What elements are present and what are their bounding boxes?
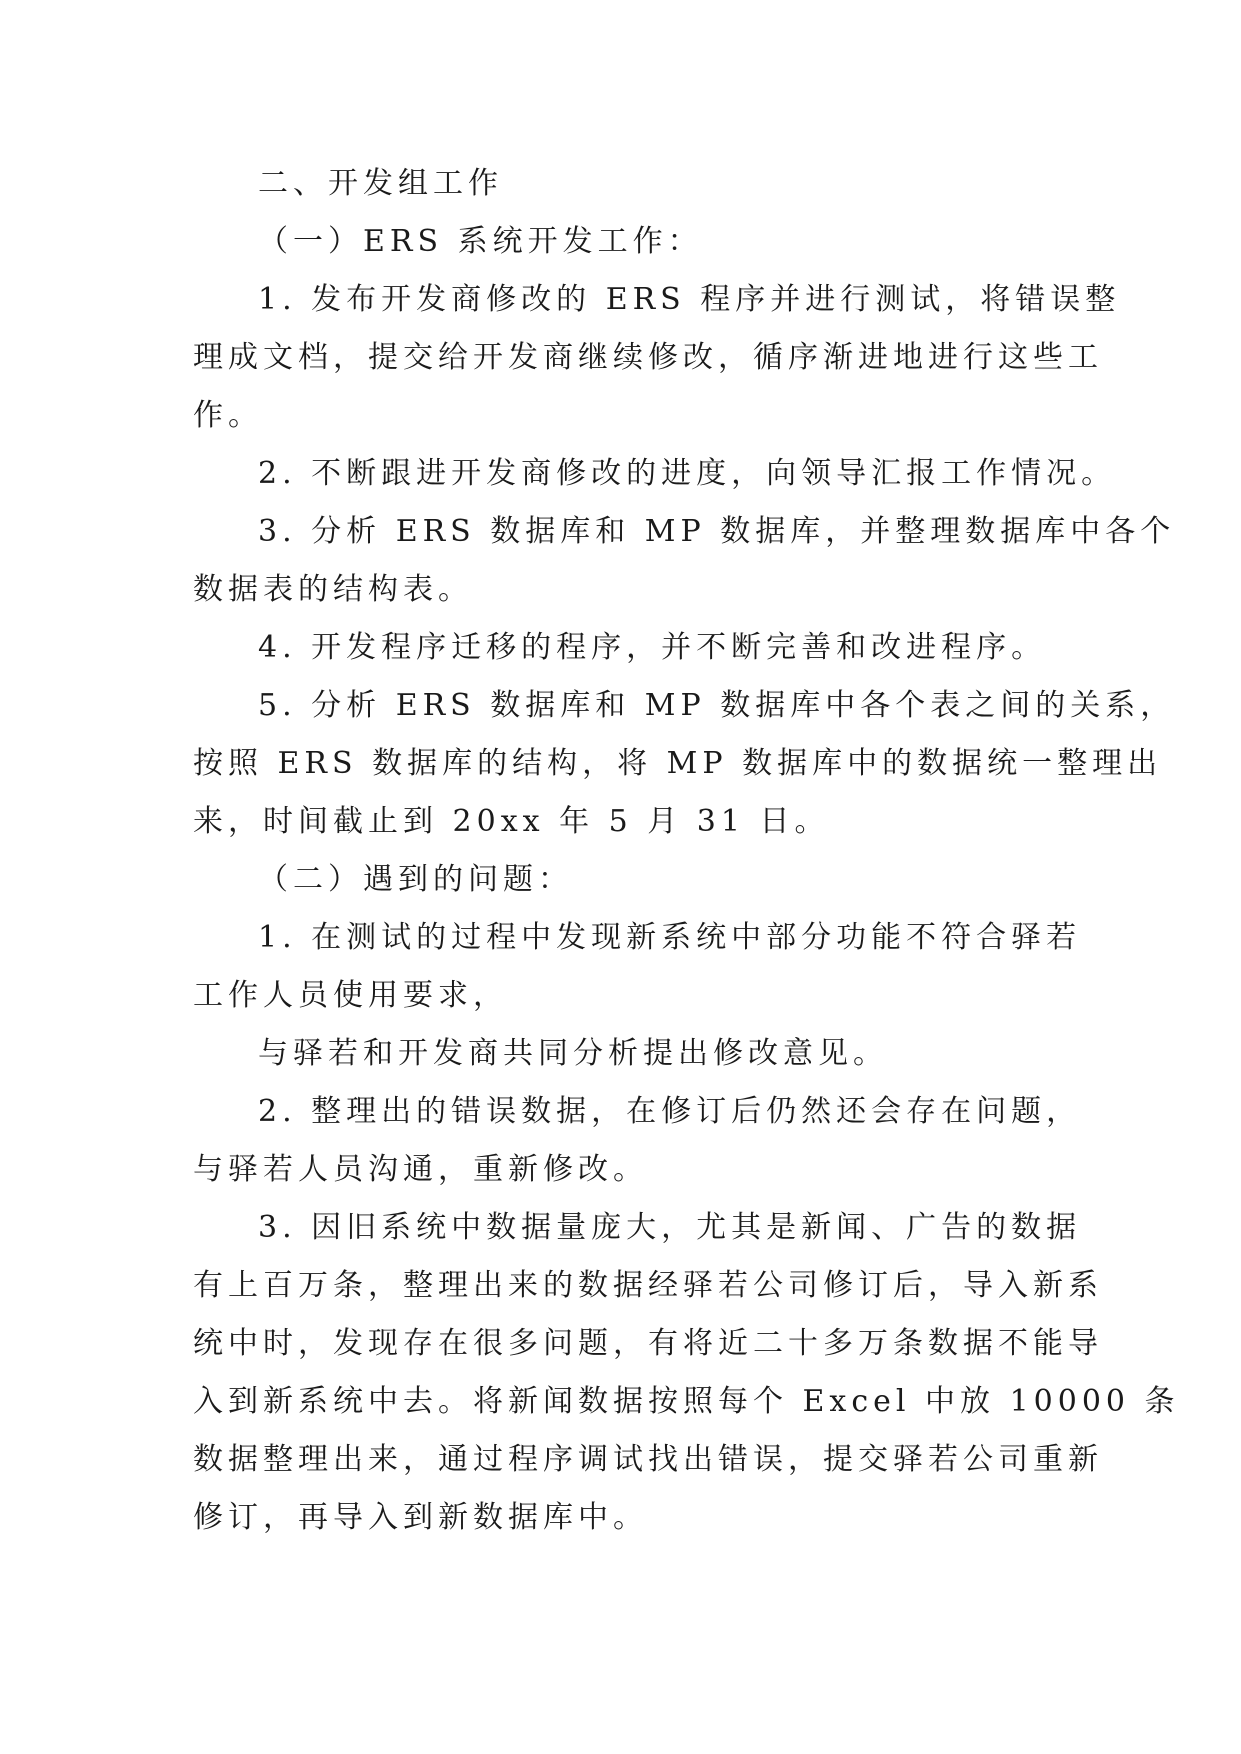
paragraph-line: 工作人员使用要求，	[193, 978, 508, 1013]
paragraph-line: 数据表的结构表。	[193, 572, 473, 607]
paragraph-line: 来，时间截止到 20xx 年 5 月 31 日。	[193, 804, 830, 839]
section-heading: 二、开发组工作	[258, 166, 503, 201]
paragraph-line: 入到新系统中去。将新闻数据按照每个 Excel 中放 10000 条	[193, 1384, 1180, 1419]
subsection-heading: （二）遇到的问题：	[258, 862, 573, 897]
paragraph-line: 5. 分析 ERS 数据库和 MP 数据库中各个表之间的关系，	[258, 688, 1176, 723]
paragraph-line: 2. 整理出的错误数据，在修订后仍然还会存在问题，	[258, 1094, 1082, 1129]
paragraph-line: 2. 不断跟进开发商修改的进度，向领导汇报工作情况。	[258, 456, 1117, 491]
paragraph-line: 4. 开发程序迁移的程序，并不断完善和改进程序。	[258, 630, 1047, 665]
paragraph-line: 作。	[193, 398, 263, 433]
paragraph-line: 与驿若人员沟通，重新修改。	[193, 1152, 648, 1187]
paragraph-line: 有上百万条，整理出来的数据经驿若公司修订后，导入新系	[193, 1268, 1103, 1303]
paragraph-line: 1. 发布开发商修改的 ERS 程序并进行测试，将错误整	[258, 282, 1121, 317]
paragraph-line: 按照 ERS 数据库的结构，将 MP 数据库中的数据统一整理出	[193, 746, 1163, 781]
paragraph-line: 修订，再导入到新数据库中。	[193, 1500, 648, 1535]
paragraph-line: 1. 在测试的过程中发现新系统中部分功能不符合驿若	[258, 920, 1082, 955]
paragraph-line: 3. 分析 ERS 数据库和 MP 数据库，并整理数据库中各个	[258, 514, 1176, 549]
paragraph-line: 与驿若和开发商共同分析提出修改意见。	[258, 1036, 888, 1071]
paragraph-line: 数据整理出来，通过程序调试找出错误，提交驿若公司重新	[193, 1442, 1103, 1477]
subsection-heading: （一）ERS 系统开发工作：	[258, 224, 703, 259]
paragraph-line: 统中时，发现存在很多问题，有将近二十多万条数据不能导	[193, 1326, 1103, 1361]
paragraph-line: 3. 因旧系统中数据量庞大，尤其是新闻、广告的数据	[258, 1210, 1082, 1245]
paragraph-line: 理成文档，提交给开发商继续修改，循序渐进地进行这些工	[193, 340, 1103, 375]
